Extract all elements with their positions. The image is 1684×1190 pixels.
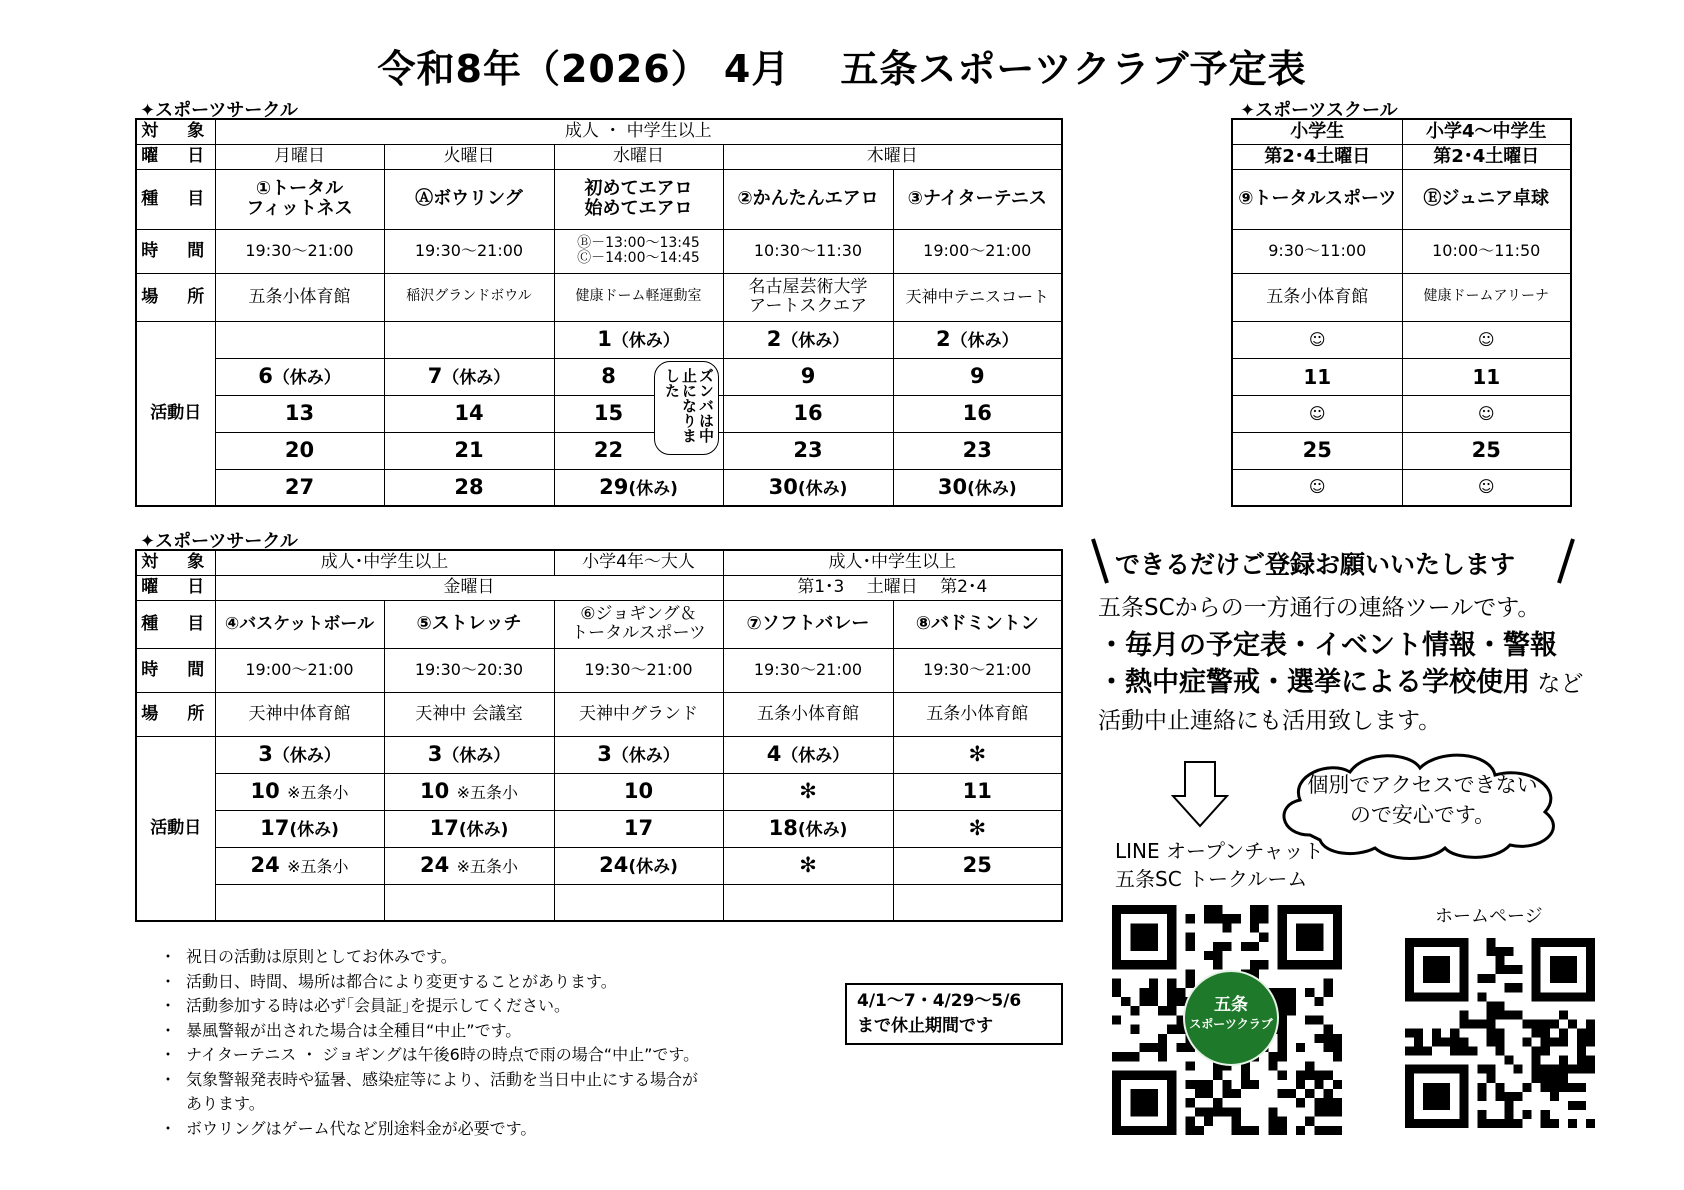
- day-rest: （休み）: [950, 330, 1019, 351]
- line-openchat-line1: LINE オープンチャット: [1115, 839, 1324, 863]
- day-rest: （休み）: [442, 745, 511, 766]
- day-cell: [215, 321, 384, 358]
- page-title-club: 五条スポーツクラブ予定表: [840, 47, 1307, 91]
- day-number: 10: [250, 778, 280, 803]
- day-number: 2: [935, 326, 951, 351]
- section-label-circle-bottom: ✦スポーツサークル: [140, 531, 298, 552]
- place-cell: 五条小体育館: [893, 692, 1062, 736]
- section-label-circle-top: ✦スポーツサークル: [140, 100, 298, 121]
- homepage-qr-code-icon[interactable]: [1405, 938, 1595, 1128]
- day-cell: [215, 736, 384, 773]
- place-cell: 天神中 会議室: [384, 692, 554, 736]
- day-cell: ✻: [723, 773, 893, 810]
- event-line1: Ⓐボウリング: [415, 188, 523, 210]
- event-cell: [384, 169, 554, 229]
- day-cell: 25: [1402, 432, 1571, 469]
- event-cell: ⑧バドミントン: [893, 600, 1062, 648]
- weekday-mon: 月曜日: [215, 144, 384, 169]
- target-header: 対 象: [136, 550, 215, 575]
- day-number: 6: [258, 363, 273, 388]
- day-number: 8: [601, 363, 616, 388]
- zumba-cancel-note: ズンバは中止になりました: [654, 361, 719, 455]
- event-line1: 初めてエアロ: [584, 178, 693, 200]
- day-cell: 16: [723, 395, 893, 432]
- place-header: 場 所: [136, 692, 215, 736]
- event-line1: ③ナイターテニス: [907, 188, 1047, 210]
- cloud-line1: 個別でアクセスできない: [1307, 773, 1538, 797]
- note-item: ・ 暴風警報が出された場合は全種目“中止”です。: [160, 1019, 699, 1044]
- day-rest: (休み): [628, 478, 678, 499]
- time-cell: 10:30～11:30: [723, 229, 893, 273]
- row-place: [136, 692, 1062, 736]
- club-logo-line2: スポーツクラブ: [1189, 1017, 1273, 1031]
- day-number: 30: [937, 474, 968, 499]
- event-cell: Ⓔジュニア卓球: [1402, 169, 1571, 229]
- target-value: 成人 ・ 中学生以上: [215, 119, 1062, 144]
- place-line1: 名古屋芸術大学: [748, 277, 868, 298]
- day-rest: （休み）: [781, 745, 850, 766]
- weekday-thu: 木曜日: [723, 144, 1062, 169]
- day-cell: [893, 358, 1062, 395]
- target-cell: 小学生: [1232, 119, 1402, 144]
- event-cell: ⑤ストレッチ: [384, 600, 554, 648]
- day-rest: （休み）: [781, 330, 850, 351]
- day-cell: ✻: [893, 736, 1062, 773]
- day-cell: 27: [215, 469, 384, 506]
- time-cell: 19:30～21:00: [384, 229, 554, 273]
- activity-row: [1232, 358, 1571, 395]
- row-place: [1232, 273, 1571, 321]
- note-item: ・ 活動日、時間、場所は都合により変更することがあります。: [160, 970, 699, 995]
- day-cell: ☺: [1402, 395, 1571, 432]
- day-cell: 17: [554, 810, 723, 847]
- day-number: 7: [427, 363, 443, 388]
- day-number: 24: [420, 852, 450, 877]
- day-cell: 28: [384, 469, 554, 506]
- note-item-continued: あります。: [186, 1094, 265, 1113]
- weekday-sat: 第1･3 土曜日 第2･4: [723, 575, 1062, 600]
- line-openchat-label: [1115, 837, 1324, 893]
- event-header: 種 目: [136, 169, 215, 229]
- weekday-cell: 第2･4土曜日: [1402, 144, 1571, 169]
- event-line1: ⑥ジョギング＆: [580, 604, 697, 625]
- day-cell: 13: [215, 395, 384, 432]
- day-rest: （休み）: [611, 745, 680, 766]
- page-title-date: 令和8年（2026） 4月: [377, 47, 791, 91]
- day-rest: （休み）: [272, 745, 341, 766]
- place-cell: [723, 273, 893, 321]
- day-cell: [384, 321, 554, 358]
- note-item: ・ ナイターテニス ・ ジョギングは午後6時の時点で雨の場合“中止”です。: [160, 1043, 699, 1068]
- day-cell: [893, 884, 1062, 921]
- row-place: [136, 273, 1062, 321]
- event-header: 種 目: [136, 600, 215, 648]
- event-cell: ⑨トータルスポーツ: [1232, 169, 1402, 229]
- section-label-school: ✦スポーツスクール: [1240, 100, 1398, 121]
- registration-line4: 活動中止連絡にも活用致します。: [1098, 708, 1442, 734]
- day-cell: 16: [893, 395, 1062, 432]
- time-cell: 19:30～21:00: [723, 648, 893, 692]
- event-line1: ②かんたんエアロ: [737, 188, 879, 210]
- target-cell: 成人･中学生以上: [723, 550, 1062, 575]
- registration-line2: ・毎月の予定表・イベント情報・警報: [1098, 630, 1557, 661]
- day-cell: 22: [554, 432, 723, 469]
- day-cell: [554, 884, 723, 921]
- row-weekday: [1232, 144, 1571, 169]
- place-cell: 天神中テニスコート: [893, 273, 1062, 321]
- day-venue: ※五条小: [287, 782, 349, 802]
- place-cell: 五条小体育館: [215, 273, 384, 321]
- holiday-period-box: [845, 983, 1063, 1045]
- note-item: ・ 気象警報発表時や猛暑、感染症等により、活動を当日中止にする場合が: [160, 1068, 699, 1093]
- day-number: 2: [766, 326, 782, 351]
- day-rest: (休み): [628, 856, 678, 877]
- activity-row: [136, 773, 1062, 810]
- event-cell: [893, 169, 1062, 229]
- registration-line3-suffix: など: [1537, 671, 1584, 697]
- day-cell: [554, 847, 723, 884]
- line-openchat-line2: 五条SC トークルーム: [1115, 867, 1308, 891]
- weekday-cell: 第2･4土曜日: [1232, 144, 1402, 169]
- event-line1: ①トータル: [255, 178, 344, 200]
- note-item: ・ 活動参加する時は必ず｢会員証｣を提示してください。: [160, 994, 699, 1019]
- activity-row: [136, 395, 1062, 432]
- club-logo-badge: [1183, 970, 1279, 1066]
- day-cell: [215, 884, 384, 921]
- event-cell: [554, 169, 723, 229]
- day-rest: (休み): [967, 478, 1017, 499]
- day-cell: [723, 736, 893, 773]
- place-cell: 天神中グランド: [554, 692, 723, 736]
- registration-line1: 五条SCからの一方通行の連絡ツールです。: [1098, 595, 1541, 621]
- day-rest: （休み）: [272, 367, 341, 388]
- day-rest: （休み）: [442, 367, 511, 388]
- event-cell: [723, 169, 893, 229]
- registration-line3: ・熱中症警戒・選挙による学校使用: [1098, 667, 1530, 698]
- day-cell: 23: [723, 432, 893, 469]
- event-cell: ④バスケットボール: [215, 600, 384, 648]
- event-line2: トータルスポーツ: [571, 623, 706, 643]
- day-number: 17: [429, 815, 459, 840]
- day-number: 24: [250, 852, 280, 877]
- day-cell: [384, 847, 554, 884]
- weekday-tue: 火曜日: [384, 144, 554, 169]
- day-number: 9: [800, 363, 816, 388]
- cloud-line2: ので安心です。: [1349, 803, 1496, 827]
- time-cell: 19:00～21:00: [215, 648, 384, 692]
- schedule-table-school: [1231, 118, 1572, 507]
- day-cell: 25: [1232, 432, 1402, 469]
- event-cell: ⑦ソフトバレー: [723, 600, 893, 648]
- day-cell: [723, 469, 893, 506]
- time-cell: 19:30～21:00: [893, 648, 1062, 692]
- row-target: [136, 119, 1062, 144]
- day-cell: [384, 810, 554, 847]
- day-cell: 15: [554, 395, 723, 432]
- cloud-text: [1300, 770, 1545, 830]
- day-cell: [554, 736, 723, 773]
- activity-header: 活動日: [136, 736, 215, 921]
- weekday-header: 曜 日: [136, 575, 215, 600]
- day-rest: (休み): [797, 478, 848, 499]
- place-cell: 健康ドーム軽運動室: [554, 273, 723, 321]
- day-cell: [893, 469, 1062, 506]
- event-line2: フィットネス: [246, 198, 353, 219]
- place-header: 場 所: [136, 273, 215, 321]
- activity-row: [136, 358, 1062, 395]
- target-cell: 小学4～中学生: [1402, 119, 1571, 144]
- day-cell: [215, 847, 384, 884]
- activity-row: [136, 847, 1062, 884]
- day-number: 24: [599, 852, 629, 877]
- registration-text: [1098, 590, 1583, 740]
- place-cell: 稲沢グランドボウル: [384, 273, 554, 321]
- holiday-line1: 4/1～7・4/29～5/6: [857, 991, 1022, 1011]
- activity-row: [1232, 321, 1571, 358]
- activity-row: [1232, 432, 1571, 469]
- time-cell: 19:30～21:00: [554, 648, 723, 692]
- day-cell: [723, 321, 893, 358]
- target-cell: 成人･中学生以上: [215, 550, 554, 575]
- day-number: 17: [260, 815, 290, 840]
- left-slash: [1093, 539, 1107, 583]
- registration-title: できるだけご登録お願いいたします: [1115, 550, 1516, 579]
- day-cell: [893, 321, 1062, 358]
- day-cell: ✻: [723, 847, 893, 884]
- row-time: [136, 648, 1062, 692]
- day-number: 30: [768, 474, 798, 499]
- note-item: ・ ボウリングはゲーム代など別途料金が必要です。: [160, 1117, 699, 1142]
- day-cell: [723, 358, 893, 395]
- day-number: 3: [597, 741, 612, 766]
- day-cell: [384, 773, 554, 810]
- homepage-label: ホームページ: [1435, 906, 1543, 927]
- day-cell: ☺: [1232, 395, 1402, 432]
- weekday-wed: 水曜日: [554, 144, 723, 169]
- day-rest: (休み): [458, 819, 509, 840]
- day-cell: [215, 358, 384, 395]
- day-cell: 25: [893, 847, 1062, 884]
- target-cell: 小学4年～大人: [554, 550, 723, 575]
- day-number: 29: [599, 474, 629, 499]
- day-cell: ☺: [1402, 321, 1571, 358]
- day-rest: (休み): [797, 819, 848, 840]
- schedule-table-top: [135, 118, 1063, 507]
- day-cell: [215, 773, 384, 810]
- time-cell: 19:30～21:00: [215, 229, 384, 273]
- activity-row: [136, 321, 1062, 358]
- day-cell: [384, 884, 554, 921]
- event-line2: 始めてエアロ: [584, 198, 693, 219]
- day-number: 18: [768, 815, 798, 840]
- day-cell: [384, 736, 554, 773]
- day-number: 4: [766, 741, 782, 766]
- day-cell: ☺: [1232, 469, 1402, 506]
- day-cell: 23: [893, 432, 1062, 469]
- day-cell: 11: [893, 773, 1062, 810]
- day-cell: ☺: [1402, 469, 1571, 506]
- day-number: 1: [597, 326, 612, 351]
- day-cell: ☺: [1232, 321, 1402, 358]
- day-number: 10: [420, 778, 450, 803]
- time-cell: 19:00～21:00: [893, 229, 1062, 273]
- notes-list: [160, 945, 699, 1141]
- time-line1: Ⓑ－13:00～13:45: [577, 234, 700, 251]
- place-line2: アートスクエア: [749, 296, 867, 316]
- event-cell: [554, 600, 723, 648]
- day-venue: ※五条小: [456, 856, 518, 876]
- weekday-header: 曜 日: [136, 144, 215, 169]
- day-cell: [723, 810, 893, 847]
- weekday-fri: 金曜日: [215, 575, 723, 600]
- place-cell: 健康ドームアリーナ: [1402, 273, 1571, 321]
- row-weekday: [136, 575, 1062, 600]
- day-rest: (休み): [289, 819, 339, 840]
- row-time: [136, 229, 1062, 273]
- day-cell: 11: [1402, 358, 1571, 395]
- holiday-line2: まで休止期間です: [857, 1016, 993, 1036]
- day-cell: [723, 884, 893, 921]
- activity-row: [1232, 395, 1571, 432]
- row-target: [136, 550, 1062, 575]
- day-cell: ✻: [893, 810, 1062, 847]
- day-cell: 21: [384, 432, 554, 469]
- day-cell: 10: [554, 773, 723, 810]
- time-cell: 9:30～11:00: [1232, 229, 1402, 273]
- activity-row: [136, 884, 1062, 921]
- activity-row: [136, 469, 1062, 506]
- day-cell: 11: [1232, 358, 1402, 395]
- time-cell: 10:00～11:50: [1402, 229, 1571, 273]
- time-header: 時 間: [136, 648, 215, 692]
- row-target: [1232, 119, 1571, 144]
- place-cell: 五条小体育館: [1232, 273, 1402, 321]
- day-venue: ※五条小: [456, 782, 518, 802]
- row-event: [136, 169, 1062, 229]
- time-line2: Ⓒ－14:00～14:45: [577, 250, 700, 266]
- activity-row: [136, 810, 1062, 847]
- day-number: 3: [258, 741, 273, 766]
- activity-row: [136, 736, 1062, 773]
- right-slash: [1559, 539, 1573, 583]
- row-event: [1232, 169, 1571, 229]
- place-cell: 五条小体育館: [723, 692, 893, 736]
- time-header: 時 間: [136, 229, 215, 273]
- day-rest: （休み）: [611, 330, 680, 351]
- activity-row: [136, 432, 1062, 469]
- day-venue: ※五条小: [287, 856, 349, 876]
- time-cell: 19:30～20:30: [384, 648, 554, 692]
- activity-row: [1232, 469, 1571, 506]
- page-title: [0, 38, 1684, 93]
- target-header: 対 象: [136, 119, 215, 144]
- row-event: [136, 600, 1062, 648]
- schedule-table-bottom: [135, 549, 1063, 922]
- activity-header: 活動日: [136, 321, 215, 506]
- day-number: 3: [427, 741, 443, 766]
- day-cell: [554, 469, 723, 506]
- down-arrow-icon: [1170, 760, 1230, 830]
- place-cell: 天神中体育館: [215, 692, 384, 736]
- row-weekday: [136, 144, 1062, 169]
- day-cell: 14: [384, 395, 554, 432]
- row-time: [1232, 229, 1571, 273]
- day-cell: [215, 810, 384, 847]
- event-cell: [215, 169, 384, 229]
- day-number: 9: [969, 363, 985, 388]
- club-logo-line1: 五条: [1214, 995, 1248, 1015]
- day-cell: [384, 358, 554, 395]
- day-cell: 20: [215, 432, 384, 469]
- note-item: ・ 祝日の活動は原則としてお休みです。: [160, 945, 699, 970]
- time-cell: [554, 229, 723, 273]
- day-cell: [554, 321, 723, 358]
